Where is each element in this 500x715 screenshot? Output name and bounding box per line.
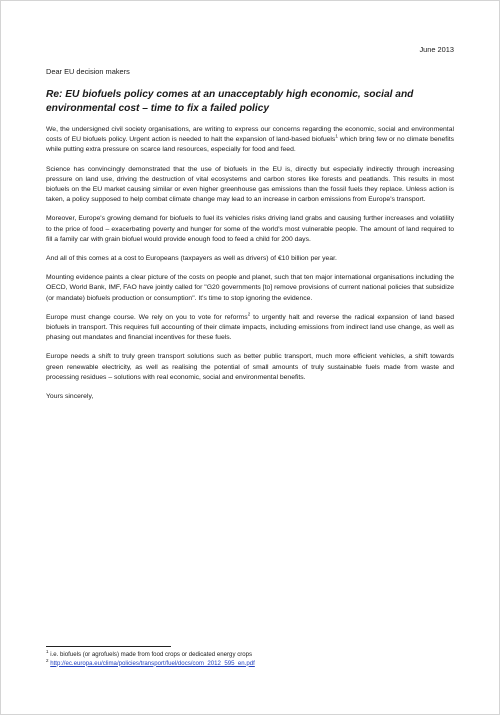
paragraph-intro: [46, 125, 454, 156]
paragraph-land-grabs: Moreover, Europe's growing demand for biofuels to fuel its vehicles risks driving land grabs and causing further increases and volatility to the price of food – exacerbating poverty and hunger for some of the world's most vulnerable people. The amount of land required to fill a family car with grain biofuel would provide enough food to feed a child for 200 days.: [46, 215, 454, 243]
footnote-number: 2: [46, 657, 49, 663]
paragraph-change-course: [46, 313, 454, 344]
paragraph-evidence: Mounting evidence paints a clear picture of the costs on people and planet, such that ten major international organisations including the OECD, World Bank, IMF, FAO have jointly called for "G20 governments [to] remove provisions of current national policies that subsidize (or mandate) biofuels production or consumption". It's time to stop ignoring the evidence.: [46, 274, 454, 302]
footnote-text: i.e. biofuels (or agrofuels) made from food crops or dedicated energy crops: [50, 651, 253, 658]
paragraph-text: which bring few or no climate benefits while putting extra pressure on scarce land resources, especially for food and feed.: [46, 136, 454, 154]
paragraph-text: to urgently halt and reverse the radical expansion of land based biofuels in transport. This requires full accounting of their climate impacts, including emissions from indirect land use change, as well as phasing out mandates and financial incentives for these fuels.: [46, 313, 454, 342]
subject-heading: Re: EU biofuels policy comes at an unacceptably high economic, social and environmental cost – time to fix a failed policy: [46, 89, 414, 114]
paragraph-green-transport: Europe needs a shift to truly green transport solutions such as better public transport, much more efficient vehicles, a shift towards green renewable electricity, as well as realising the potential of small amounts of truly sustainable fuels made from waste and processing residues – solutions with real economic, social and environmental benefits.: [46, 353, 454, 381]
paragraph-science: Science has convincingly demonstrated that the use of biofuels in the EU is, directly but especially indirectly through increasing pressure on land use, driving the destruction of vital ecosystems and carbon stores like forests and peatlands. This results in most biofuels on the EU market causing similar or even higher greenhouse gas emissions than the fossil fuels they replace. Unless action is taken, a policy supposed to help combat climate change may lead to an increase in carbon emissions from Europe's transport.: [46, 165, 454, 204]
paragraph-text: We, the undersigned civil society organisations, are writing to express our concerns regarding the economic, social and environmental costs of EU biofuels policy. Urgent action is needed to halt the expansion of land-based biofuels: [46, 126, 454, 144]
footnote-1: [46, 648, 454, 660]
footnote-number: 1: [46, 648, 49, 654]
footnote-ref: 1: [335, 133, 338, 139]
salutation: Dear EU decision makers: [46, 67, 130, 76]
footnote-divider: [46, 646, 171, 647]
sign-off: Yours sincerely,: [46, 393, 94, 401]
footnotes: [46, 646, 454, 668]
footnote-link[interactable]: http://ec.europa.eu/clima/policies/transport/fuel/docs/com_2012_595_en.pdf: [50, 659, 255, 667]
letter-date: June 2013: [419, 45, 454, 54]
footnote-ref: 2: [247, 311, 251, 317]
paragraph-text: Europe must change course. We rely on you to vote for reforms: [46, 313, 248, 321]
paragraph-cost: And all of this comes at a cost to Europeans (taxpayers as well as drivers) of €10 billion per year.: [46, 255, 337, 263]
footnote-2: [46, 657, 454, 669]
